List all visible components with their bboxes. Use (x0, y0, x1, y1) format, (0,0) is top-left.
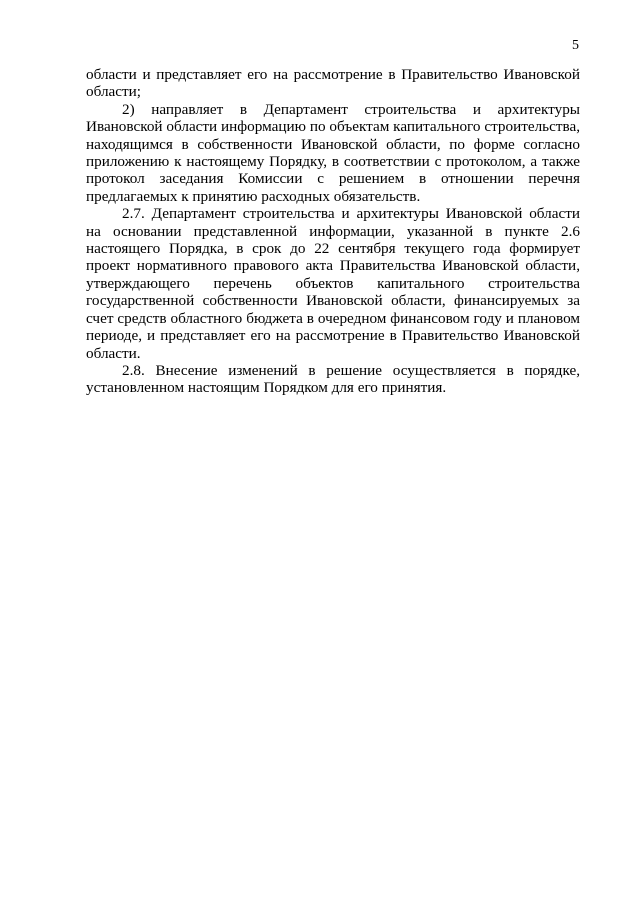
paragraph-2-7: 2.7. Департамент строительства и архитектуры Ивановской области на основании представленной информации, указанной в пункте 2.6 настоящего Порядка, в срок до 22 сентября текущего года формирует проект нормативного правового акта Правительства Ивановской области, утверждающего перечень объектов капитального строительства государственной собственности Ивановской области, финансируемых за счет средств областного бюджета в очередном финансовом году и плановом периоде, и представляет его на рассмотрение в Правительство Ивановской области. (86, 205, 580, 362)
document-body (86, 66, 580, 397)
paragraph-2-8: 2.8. Внесение изменений в решение осуществляется в порядке, установленном настоящим Порядком для его принятия. (86, 361, 580, 397)
page-number: 5 (572, 38, 579, 53)
paragraph-item-2: 2) направляет в Департамент строительства и архитектуры Ивановской области информацию по объектам капитального строительства, находящимся в собственности Ивановской области, по форме согласно приложению к настоящему Порядку, в соответствии с протоколом, а также протокол заседания Комиссии с решением в отношении перечня предлагаемых к принятию расходных обязательств. (86, 100, 580, 205)
paragraph-continuation: области и представляет его на рассмотрение в Правительство Ивановской области; (86, 66, 580, 101)
